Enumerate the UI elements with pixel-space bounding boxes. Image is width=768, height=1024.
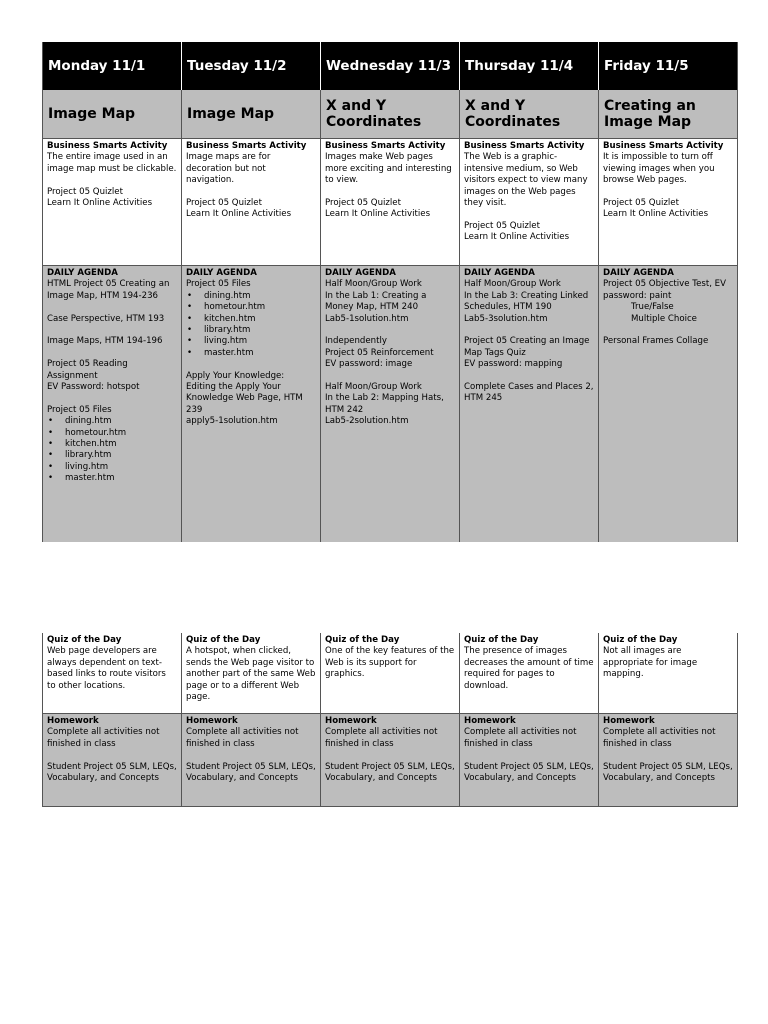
homework-title: Homework: [186, 716, 238, 726]
quiz-title: Quiz of the Day: [325, 635, 400, 645]
agenda-text: Project 05 Files: [186, 279, 251, 290]
homework-title: Homework: [603, 716, 655, 726]
business-cell-friday: [598, 139, 737, 265]
business-title: Business Smarts Activity: [47, 141, 168, 151]
quiz-text: The presence of images decreases the amount of time required for pages to download.: [464, 646, 594, 691]
business-cell-wednesday: [320, 139, 459, 265]
topic-row: [43, 90, 737, 139]
business-text: Image maps are for decoration but not navigation.: [186, 152, 271, 186]
homework-title: Homework: [325, 716, 377, 726]
homework-text: Student Project 05 SLM, LEQs, Vocabulary, and Concepts: [47, 761, 177, 784]
quiz-title: Quiz of the Day: [47, 635, 122, 645]
file-list-item: • living.htm: [47, 462, 177, 473]
homework-text: Complete all activities not finished in class: [325, 727, 438, 749]
daily-agenda-row: [43, 266, 737, 542]
test-type: Multiple Choice: [631, 313, 697, 324]
business-extra: Project 05 Quizlet Learn It Online Activities: [603, 198, 709, 220]
agenda-text: HTML Project 05 Creating an Image Map, HTM 194-236: [47, 279, 170, 301]
agenda-text: Project 05 Objective Test, EV password: paint: [603, 279, 726, 301]
homework-text: Complete all activities not finished in class: [186, 727, 299, 749]
business-text: The entire image used in an image map must be clickable.: [47, 152, 177, 174]
homework-cell-wednesday: [320, 714, 459, 806]
topic-tuesday: Image Map: [181, 90, 320, 138]
schedule-table-top: [42, 42, 738, 542]
file-list-item: • dining.htm: [47, 416, 177, 427]
quiz-cell-friday: [598, 633, 737, 713]
business-cell-thursday: [459, 139, 598, 265]
homework-title: Homework: [464, 716, 516, 726]
homework-cell-tuesday: [181, 714, 320, 806]
file-list-item: • living.htm: [186, 336, 316, 347]
quiz-cell-tuesday: [181, 633, 320, 713]
topic-wednesday: X and Y Coordinates: [320, 90, 459, 138]
homework-text: Complete all activities not finished in class: [464, 727, 577, 749]
agenda-title: DAILY AGENDA: [464, 268, 535, 278]
business-text: Images make Web pages more exciting and interesting to view.: [325, 152, 452, 186]
agenda-text: Complete Cases and Places 2, HTM 245: [464, 382, 594, 404]
business-title: Business Smarts Activity: [325, 141, 446, 151]
agenda-title: DAILY AGENDA: [47, 268, 118, 278]
quiz-title: Quiz of the Day: [186, 635, 261, 645]
homework-text: Student Project 05 SLM, LEQs, Vocabulary, and Concepts: [186, 761, 316, 784]
agenda-cell-wednesday: [320, 266, 459, 542]
homework-cell-thursday: [459, 714, 598, 806]
homework-title: Homework: [47, 716, 99, 726]
business-text: It is impossible to turn off viewing images when you browse Web pages.: [603, 152, 715, 186]
business-cell-tuesday: [181, 139, 320, 265]
file-list-item: • kitchen.htm: [186, 314, 316, 325]
business-cell-monday: [43, 139, 181, 265]
business-title: Business Smarts Activity: [603, 141, 724, 151]
file-list-item: • dining.htm: [186, 291, 316, 302]
agenda-title: DAILY AGENDA: [186, 268, 257, 278]
homework-cell-monday: [43, 714, 181, 806]
homework-row: [43, 714, 737, 807]
quiz-text: Not all images are appropriate for image mapping.: [603, 646, 698, 680]
quiz-cell-monday: [43, 633, 181, 713]
file-list-item: • library.htm: [186, 325, 316, 336]
day-header-row: [43, 42, 737, 90]
agenda-cell-friday: [598, 266, 737, 542]
agenda-text: Project 05 Creating an Image Map Tags Quiz EV password: mapping: [464, 336, 590, 370]
quiz-text: A hotspot, when clicked, sends the Web page visitor to another part of the same Web page or to a different Web page.: [186, 646, 316, 703]
quiz-cell-thursday: [459, 633, 598, 713]
file-list-item: • master.htm: [47, 473, 177, 484]
agenda-text: Half Moon/Group Work In the Lab 3: Creating Linked Schedules, HTM 190 Lab5-3solution.htm: [464, 279, 589, 324]
agenda-cell-tuesday: [181, 266, 320, 542]
homework-text: Student Project 05 SLM, LEQs, Vocabulary, and Concepts: [603, 761, 733, 784]
homework-text: Student Project 05 SLM, LEQs, Vocabulary, and Concepts: [325, 761, 455, 784]
agenda-text: Independently Project 05 Reinforcement EV password: image: [325, 336, 434, 370]
day-header-monday: Monday 11/1: [48, 58, 146, 74]
agenda-title: DAILY AGENDA: [325, 268, 396, 278]
file-list-item: • master.htm: [186, 348, 316, 359]
agenda-cell-thursday: [459, 266, 598, 542]
quiz-text: Web page developers are always dependent on text-based links to route visitors to other locations.: [47, 646, 166, 691]
day-header-tuesday: Tuesday 11/2: [181, 42, 320, 90]
business-extra: Project 05 Quizlet Learn It Online Activities: [47, 186, 153, 209]
agenda-text: Personal Frames Collage: [603, 336, 709, 347]
file-list: [186, 291, 316, 359]
file-list: [47, 416, 177, 484]
business-extra: Project 05 Quizlet Learn It Online Activities: [325, 198, 431, 220]
quiz-cell-wednesday: [320, 633, 459, 713]
agenda-text: Image Maps, HTM 194-196: [47, 336, 163, 347]
file-list-item: • hometour.htm: [186, 302, 316, 313]
agenda-cell-monday: [43, 266, 181, 542]
agenda-text: Apply Your Knowledge: Editing the Apply Your Knowledge Web Page, HTM 239 apply5-1solution.htm: [186, 370, 303, 427]
agenda-text: Project 05 Files: [47, 404, 112, 415]
agenda-title: DAILY AGENDA: [603, 268, 674, 278]
file-list-item: • hometour.htm: [47, 428, 177, 439]
quiz-title: Quiz of the Day: [464, 635, 539, 645]
business-extra: Project 05 Quizlet Learn It Online Activities: [464, 220, 570, 243]
agenda-text: Half Moon/Group Work In the Lab 1: Creating a Money Map, HTM 240 Lab5-1solution.htm: [325, 279, 427, 324]
quiz-row: [43, 633, 737, 714]
business-title: Business Smarts Activity: [464, 141, 585, 151]
business-smarts-row: [43, 139, 737, 266]
homework-text: Student Project 05 SLM, LEQs, Vocabulary, and Concepts: [464, 761, 594, 784]
homework-cell-friday: [598, 714, 737, 806]
test-type: True/False: [631, 302, 674, 313]
business-text: The Web is a graphic-intensive medium, so Web visitors expect to view many images on the Web pages they visit.: [464, 152, 588, 209]
agenda-text: Project 05 Reading Assignment EV Password: hotspot: [47, 359, 140, 393]
day-header-friday: Friday 11/5: [598, 42, 737, 90]
file-list-item: • library.htm: [47, 450, 177, 461]
quiz-title: Quiz of the Day: [603, 635, 678, 645]
homework-text: Complete all activities not finished in class: [47, 727, 160, 749]
agenda-text: Half Moon/Group Work In the Lab 2: Mapping Hats, HTM 242 Lab5-2solution.htm: [325, 382, 444, 427]
topic-thursday: X and Y Coordinates: [459, 90, 598, 138]
topic-monday: Image Map: [48, 106, 136, 122]
business-title: Business Smarts Activity: [186, 141, 307, 151]
topic-friday: Creating an Image Map: [598, 90, 737, 138]
homework-text: Complete all activities not finished in class: [603, 727, 716, 749]
day-header-thursday: Thursday 11/4: [459, 42, 598, 90]
quiz-text: One of the key features of the Web is its support for graphics.: [325, 646, 455, 680]
business-extra: Project 05 Quizlet Learn It Online Activities: [186, 198, 292, 220]
day-header-wednesday: Wednesday 11/3: [320, 42, 459, 90]
file-list-item: • kitchen.htm: [47, 439, 177, 450]
schedule-table-bottom: [42, 633, 738, 807]
agenda-text: Case Perspective, HTM 193: [47, 313, 165, 324]
